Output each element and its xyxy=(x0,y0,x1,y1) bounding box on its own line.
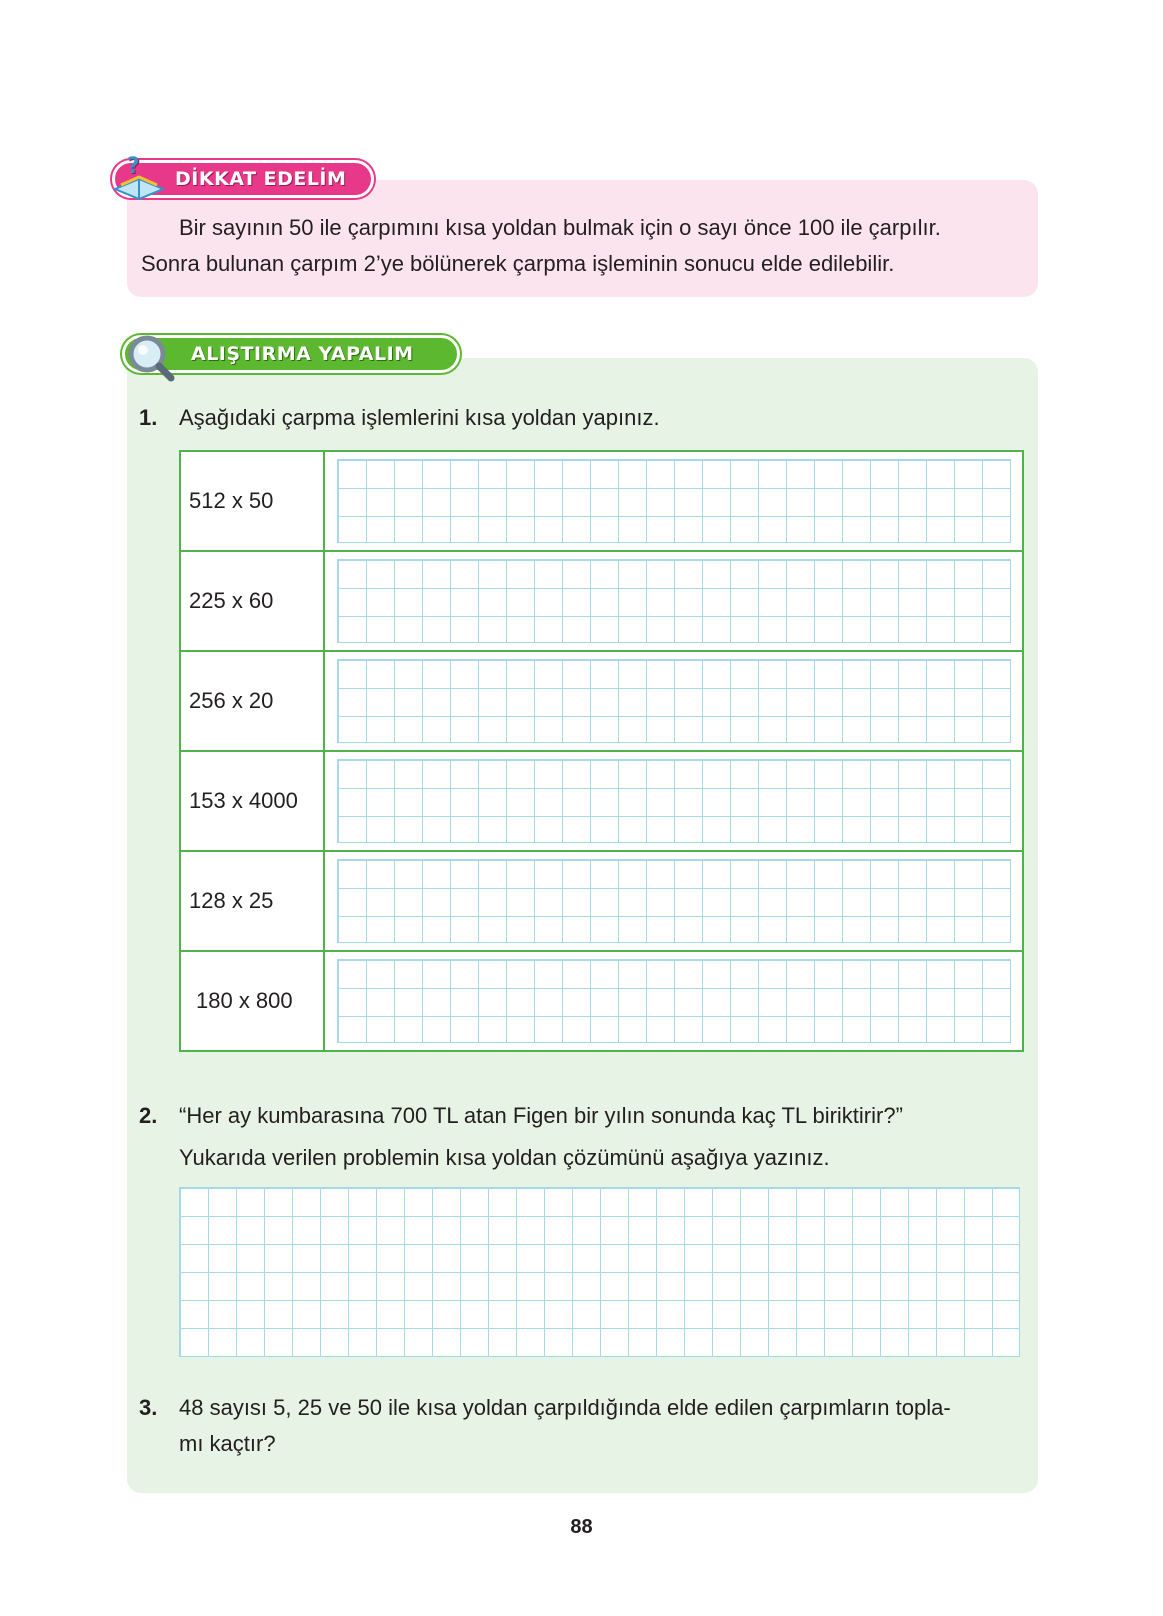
alistirma-badge xyxy=(122,335,460,373)
dikkat-line-1: Bir sayının 50 ile çarpımını kısa yoldan bulmak için o sayı önce 100 ile çarpılır. xyxy=(179,215,941,240)
question-2-number: 2. xyxy=(139,1103,158,1128)
answer-grid-cell[interactable] xyxy=(324,551,1023,651)
question-2-line-1: “Her ay kumbarasına 700 TL atan Figen bir yılın sonunda kaç TL biriktirir?” xyxy=(179,1103,903,1128)
table-row xyxy=(180,551,1023,651)
table-row xyxy=(180,651,1023,751)
answer-grid-cell[interactable] xyxy=(324,451,1023,551)
table-row xyxy=(180,951,1023,1051)
answer-grid[interactable] xyxy=(337,959,1011,1043)
operation-label: 153 x 4000 xyxy=(180,751,324,851)
solution-grid[interactable] xyxy=(179,1187,1020,1357)
answer-grid[interactable] xyxy=(337,559,1011,643)
operation-label: 128 x 25 xyxy=(180,851,324,951)
magnifier-icon xyxy=(119,324,179,384)
dikkat-text xyxy=(141,210,1024,282)
table-row xyxy=(180,851,1023,951)
alistirma-badge-label: ALIŞTIRMA YAPALIM xyxy=(191,343,414,365)
dikkat-line-2: Sonra bulunan çarpım 2’ye bölünerek çarpma işleminin sonucu elde edilebilir. xyxy=(141,251,895,276)
operation-label: 180 x 800 xyxy=(180,951,324,1051)
question-3 xyxy=(139,1390,951,1462)
operations-table xyxy=(179,450,1024,1052)
answer-grid[interactable] xyxy=(337,459,1011,543)
question-2 xyxy=(139,1098,903,1176)
operation-label: 225 x 60 xyxy=(180,551,324,651)
dikkat-badge xyxy=(112,154,374,198)
question-1-text: Aşağıdaki çarpma işlemlerini kısa yoldan yapınız. xyxy=(179,405,660,430)
answer-grid-cell[interactable] xyxy=(324,951,1023,1051)
page-number: 88 xyxy=(570,1516,593,1538)
table-row xyxy=(180,751,1023,851)
answer-grid-cell[interactable] xyxy=(324,751,1023,851)
question-1 xyxy=(139,400,660,436)
question-2-line-2: Yukarıda verilen problemin kısa yoldan çözümünü aşağıya yazınız. xyxy=(179,1145,830,1170)
question-3-line-1: 48 sayısı 5, 25 ve 50 ile kısa yoldan çarpıldığında elde edilen çarpımların topla- xyxy=(179,1395,951,1420)
question-3-line-2: mı kaçtır? xyxy=(179,1431,276,1456)
book-question-icon xyxy=(109,149,169,209)
question-1-number: 1. xyxy=(139,405,158,430)
operation-label: 256 x 20 xyxy=(180,651,324,751)
table-row xyxy=(180,451,1023,551)
answer-grid[interactable] xyxy=(337,759,1011,843)
question-3-number: 3. xyxy=(139,1395,158,1420)
answer-grid[interactable] xyxy=(337,659,1011,743)
operation-label: 512 x 50 xyxy=(180,451,324,551)
answer-grid[interactable] xyxy=(337,859,1011,943)
dikkat-badge-label: DİKKAT EDELİM xyxy=(175,168,347,190)
answer-grid-cell[interactable] xyxy=(324,851,1023,951)
answer-grid-cell[interactable] xyxy=(324,651,1023,751)
svg-text:?: ? xyxy=(127,154,141,179)
